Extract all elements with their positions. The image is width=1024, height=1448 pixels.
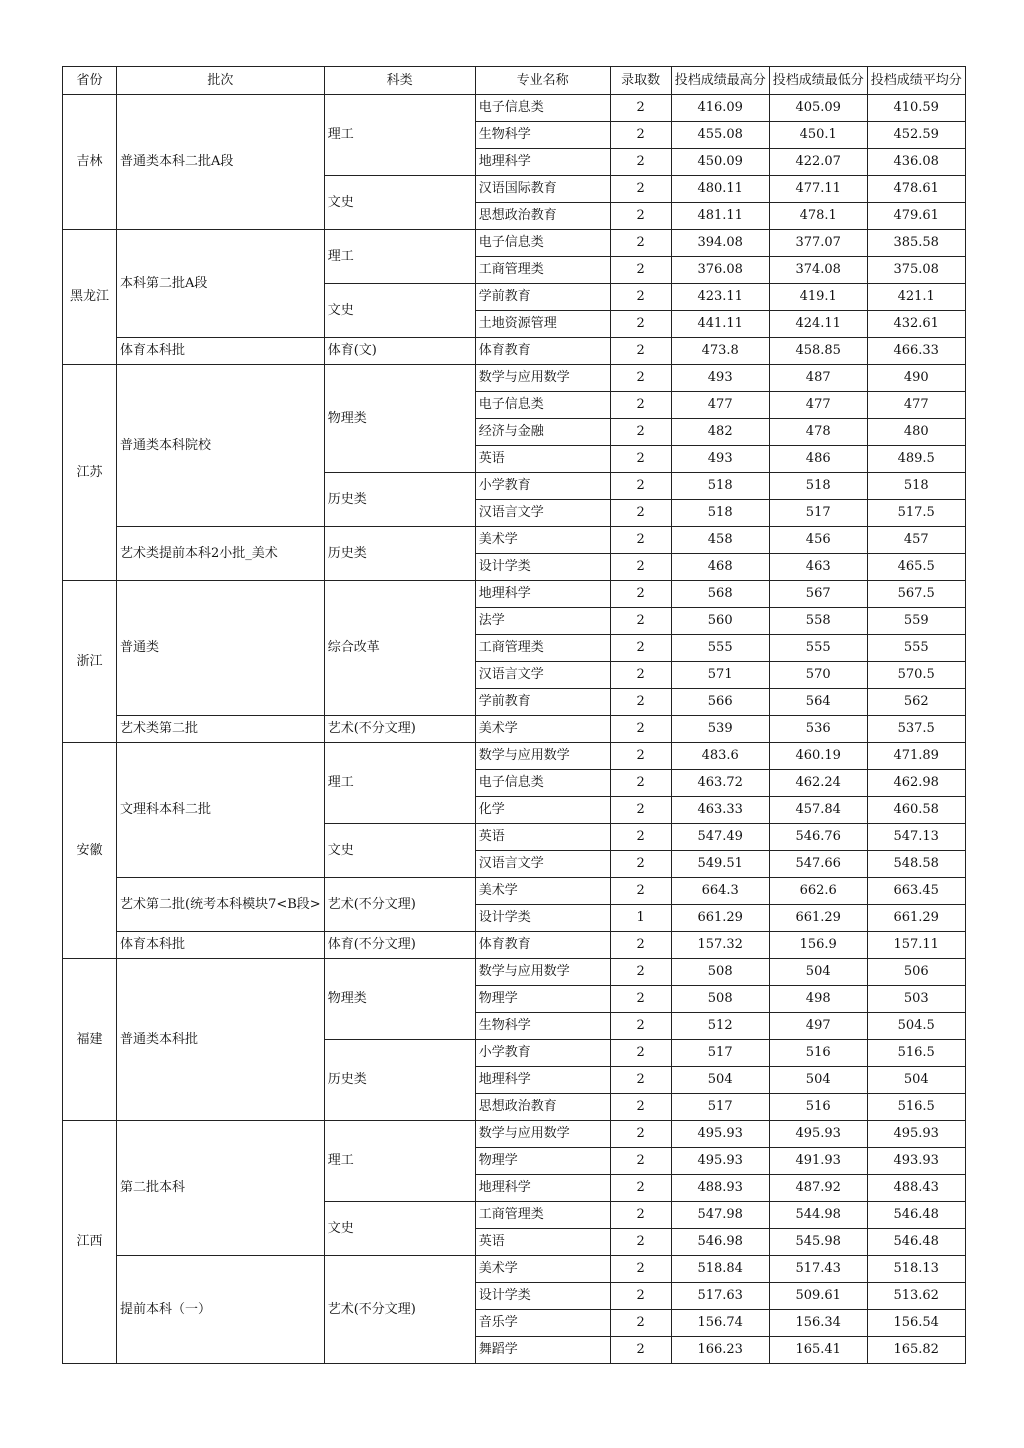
major-cell: 音乐学 xyxy=(475,1310,610,1337)
category-cell: 理工 xyxy=(324,230,475,284)
count-cell: 2 xyxy=(610,797,671,824)
count-cell: 2 xyxy=(610,1310,671,1337)
header-batch: 批次 xyxy=(117,67,325,95)
major-cell: 汉语言文学 xyxy=(475,662,610,689)
max-score-cell: 571 xyxy=(671,662,769,689)
min-score-cell: 516 xyxy=(769,1040,867,1067)
header-min-score: 投档成绩最低分 xyxy=(769,67,867,95)
avg-score-cell: 562 xyxy=(867,689,965,716)
min-score-cell: 422.07 xyxy=(769,149,867,176)
count-cell: 2 xyxy=(610,446,671,473)
category-cell: 文史 xyxy=(324,824,475,878)
max-score-cell: 376.08 xyxy=(671,257,769,284)
avg-score-cell: 478.61 xyxy=(867,176,965,203)
count-cell: 2 xyxy=(610,176,671,203)
avg-score-cell: 488.43 xyxy=(867,1175,965,1202)
count-cell: 2 xyxy=(610,473,671,500)
major-cell: 物理学 xyxy=(475,986,610,1013)
major-cell: 工商管理类 xyxy=(475,635,610,662)
min-score-cell: 567 xyxy=(769,581,867,608)
count-cell: 2 xyxy=(610,419,671,446)
max-score-cell: 560 xyxy=(671,608,769,635)
min-score-cell: 497 xyxy=(769,1013,867,1040)
max-score-cell: 468 xyxy=(671,554,769,581)
count-cell: 2 xyxy=(610,959,671,986)
count-cell: 2 xyxy=(610,365,671,392)
avg-score-cell: 503 xyxy=(867,986,965,1013)
category-cell: 艺术(不分文理) xyxy=(324,878,475,932)
batch-cell: 普通类本科批 xyxy=(117,959,325,1121)
count-cell: 2 xyxy=(610,338,671,365)
min-score-cell: 460.19 xyxy=(769,743,867,770)
min-score-cell: 456 xyxy=(769,527,867,554)
count-cell: 2 xyxy=(610,581,671,608)
header-province: 省份 xyxy=(63,67,117,95)
major-cell: 地理科学 xyxy=(475,1067,610,1094)
count-cell: 2 xyxy=(610,392,671,419)
avg-score-cell: 490 xyxy=(867,365,965,392)
min-score-cell: 156.9 xyxy=(769,932,867,959)
max-score-cell: 518 xyxy=(671,473,769,500)
count-cell: 2 xyxy=(610,662,671,689)
avg-score-cell: 663.45 xyxy=(867,878,965,905)
count-cell: 2 xyxy=(610,149,671,176)
table-row xyxy=(63,95,966,122)
min-score-cell: 458.85 xyxy=(769,338,867,365)
avg-score-cell: 513.62 xyxy=(867,1283,965,1310)
max-score-cell: 450.09 xyxy=(671,149,769,176)
max-score-cell: 518 xyxy=(671,500,769,527)
major-cell: 设计学类 xyxy=(475,554,610,581)
count-cell: 2 xyxy=(610,1229,671,1256)
count-cell: 2 xyxy=(610,554,671,581)
major-cell: 化学 xyxy=(475,797,610,824)
avg-score-cell: 504.5 xyxy=(867,1013,965,1040)
min-score-cell: 487.92 xyxy=(769,1175,867,1202)
min-score-cell: 478 xyxy=(769,419,867,446)
batch-cell: 普通类本科院校 xyxy=(117,365,325,527)
major-cell: 小学教育 xyxy=(475,473,610,500)
min-score-cell: 486 xyxy=(769,446,867,473)
max-score-cell: 455.08 xyxy=(671,122,769,149)
count-cell: 2 xyxy=(610,284,671,311)
major-cell: 数学与应用数学 xyxy=(475,959,610,986)
count-cell: 2 xyxy=(610,824,671,851)
max-score-cell: 661.29 xyxy=(671,905,769,932)
avg-score-cell: 548.58 xyxy=(867,851,965,878)
count-cell: 2 xyxy=(610,743,671,770)
major-cell: 生物科学 xyxy=(475,122,610,149)
avg-score-cell: 518.13 xyxy=(867,1256,965,1283)
max-score-cell: 423.11 xyxy=(671,284,769,311)
major-cell: 美术学 xyxy=(475,878,610,905)
table-row xyxy=(63,932,966,959)
max-score-cell: 488.93 xyxy=(671,1175,769,1202)
min-score-cell: 462.24 xyxy=(769,770,867,797)
count-cell: 2 xyxy=(610,1121,671,1148)
min-score-cell: 450.1 xyxy=(769,122,867,149)
major-cell: 汉语言文学 xyxy=(475,851,610,878)
table-row xyxy=(63,338,966,365)
major-cell: 体育教育 xyxy=(475,932,610,959)
min-score-cell: 661.29 xyxy=(769,905,867,932)
avg-score-cell: 559 xyxy=(867,608,965,635)
province-cell: 浙江 xyxy=(63,581,117,743)
count-cell: 2 xyxy=(610,1283,671,1310)
major-cell: 学前教育 xyxy=(475,284,610,311)
count-cell: 2 xyxy=(610,257,671,284)
avg-score-cell: 477 xyxy=(867,392,965,419)
category-cell: 艺术(不分文理) xyxy=(324,1256,475,1364)
major-cell: 美术学 xyxy=(475,716,610,743)
major-cell: 电子信息类 xyxy=(475,392,610,419)
batch-cell: 艺术第二批(统考本科模块7<B段> xyxy=(117,878,325,932)
major-cell: 英语 xyxy=(475,824,610,851)
max-score-cell: 482 xyxy=(671,419,769,446)
max-score-cell: 477 xyxy=(671,392,769,419)
batch-cell: 体育本科批 xyxy=(117,338,325,365)
min-score-cell: 518 xyxy=(769,473,867,500)
count-cell: 2 xyxy=(610,608,671,635)
max-score-cell: 568 xyxy=(671,581,769,608)
avg-score-cell: 466.33 xyxy=(867,338,965,365)
province-cell: 江西 xyxy=(63,1121,117,1364)
max-score-cell: 394.08 xyxy=(671,230,769,257)
major-cell: 思想政治教育 xyxy=(475,1094,610,1121)
category-cell: 体育(文) xyxy=(324,338,475,365)
min-score-cell: 555 xyxy=(769,635,867,662)
header-max-score: 投档成绩最高分 xyxy=(671,67,769,95)
count-cell: 2 xyxy=(610,1094,671,1121)
category-cell: 体育(不分文理) xyxy=(324,932,475,959)
category-cell: 理工 xyxy=(324,1121,475,1202)
avg-score-cell: 555 xyxy=(867,635,965,662)
avg-score-cell: 506 xyxy=(867,959,965,986)
category-cell: 理工 xyxy=(324,95,475,176)
max-score-cell: 517.63 xyxy=(671,1283,769,1310)
batch-cell: 第二批本科 xyxy=(117,1121,325,1256)
avg-score-cell: 537.5 xyxy=(867,716,965,743)
min-score-cell: 478.1 xyxy=(769,203,867,230)
min-score-cell: 547.66 xyxy=(769,851,867,878)
table-row xyxy=(63,1121,966,1148)
avg-score-cell: 156.54 xyxy=(867,1310,965,1337)
count-cell: 2 xyxy=(610,203,671,230)
min-score-cell: 156.34 xyxy=(769,1310,867,1337)
max-score-cell: 664.3 xyxy=(671,878,769,905)
min-score-cell: 504 xyxy=(769,1067,867,1094)
category-cell: 理工 xyxy=(324,743,475,824)
category-cell: 历史类 xyxy=(324,473,475,527)
avg-score-cell: 570.5 xyxy=(867,662,965,689)
table-row xyxy=(63,878,966,905)
major-cell: 美术学 xyxy=(475,1256,610,1283)
batch-cell: 艺术类第二批 xyxy=(117,716,325,743)
major-cell: 电子信息类 xyxy=(475,770,610,797)
max-score-cell: 504 xyxy=(671,1067,769,1094)
max-score-cell: 481.11 xyxy=(671,203,769,230)
avg-score-cell: 495.93 xyxy=(867,1121,965,1148)
min-score-cell: 374.08 xyxy=(769,257,867,284)
avg-score-cell: 457 xyxy=(867,527,965,554)
min-score-cell: 457.84 xyxy=(769,797,867,824)
max-score-cell: 566 xyxy=(671,689,769,716)
major-cell: 汉语国际教育 xyxy=(475,176,610,203)
major-cell: 经济与金融 xyxy=(475,419,610,446)
max-score-cell: 546.98 xyxy=(671,1229,769,1256)
avg-score-cell: 432.61 xyxy=(867,311,965,338)
category-cell: 物理类 xyxy=(324,365,475,473)
major-cell: 思想政治教育 xyxy=(475,203,610,230)
avg-score-cell: 410.59 xyxy=(867,95,965,122)
max-score-cell: 416.09 xyxy=(671,95,769,122)
count-cell: 2 xyxy=(610,1202,671,1229)
avg-score-cell: 452.59 xyxy=(867,122,965,149)
major-cell: 学前教育 xyxy=(475,689,610,716)
max-score-cell: 493 xyxy=(671,446,769,473)
count-cell: 2 xyxy=(610,851,671,878)
max-score-cell: 480.11 xyxy=(671,176,769,203)
avg-score-cell: 165.82 xyxy=(867,1337,965,1364)
major-cell: 数学与应用数学 xyxy=(475,1121,610,1148)
major-cell: 英语 xyxy=(475,446,610,473)
major-cell: 电子信息类 xyxy=(475,95,610,122)
header-row xyxy=(63,67,966,95)
max-score-cell: 156.74 xyxy=(671,1310,769,1337)
batch-cell: 提前本科（一） xyxy=(117,1256,325,1364)
avg-score-cell: 567.5 xyxy=(867,581,965,608)
min-score-cell: 498 xyxy=(769,986,867,1013)
table-row xyxy=(63,581,966,608)
max-score-cell: 517 xyxy=(671,1094,769,1121)
max-score-cell: 512 xyxy=(671,1013,769,1040)
count-cell: 2 xyxy=(610,986,671,1013)
major-cell: 英语 xyxy=(475,1229,610,1256)
avg-score-cell: 661.29 xyxy=(867,905,965,932)
max-score-cell: 549.51 xyxy=(671,851,769,878)
province-cell: 安徽 xyxy=(63,743,117,959)
avg-score-cell: 480 xyxy=(867,419,965,446)
max-score-cell: 555 xyxy=(671,635,769,662)
table-row xyxy=(63,959,966,986)
avg-score-cell: 421.1 xyxy=(867,284,965,311)
max-score-cell: 517 xyxy=(671,1040,769,1067)
major-cell: 电子信息类 xyxy=(475,230,610,257)
count-cell: 2 xyxy=(610,1040,671,1067)
avg-score-cell: 546.48 xyxy=(867,1202,965,1229)
count-cell: 2 xyxy=(610,1067,671,1094)
major-cell: 工商管理类 xyxy=(475,257,610,284)
min-score-cell: 419.1 xyxy=(769,284,867,311)
major-cell: 数学与应用数学 xyxy=(475,743,610,770)
major-cell: 数学与应用数学 xyxy=(475,365,610,392)
avg-score-cell: 504 xyxy=(867,1067,965,1094)
max-score-cell: 508 xyxy=(671,986,769,1013)
avg-score-cell: 489.5 xyxy=(867,446,965,473)
category-cell: 文史 xyxy=(324,176,475,230)
count-cell: 2 xyxy=(610,230,671,257)
min-score-cell: 545.98 xyxy=(769,1229,867,1256)
max-score-cell: 473.8 xyxy=(671,338,769,365)
table-row xyxy=(63,1256,966,1283)
table-row xyxy=(63,716,966,743)
province-cell: 福建 xyxy=(63,959,117,1121)
avg-score-cell: 471.89 xyxy=(867,743,965,770)
min-score-cell: 495.93 xyxy=(769,1121,867,1148)
max-score-cell: 157.32 xyxy=(671,932,769,959)
major-cell: 物理学 xyxy=(475,1148,610,1175)
count-cell: 2 xyxy=(610,1256,671,1283)
min-score-cell: 662.6 xyxy=(769,878,867,905)
avg-score-cell: 516.5 xyxy=(867,1094,965,1121)
major-cell: 舞蹈学 xyxy=(475,1337,610,1364)
major-cell: 法学 xyxy=(475,608,610,635)
batch-cell: 普通类本科二批A段 xyxy=(117,95,325,230)
province-cell: 黑龙江 xyxy=(63,230,117,365)
avg-score-cell: 465.5 xyxy=(867,554,965,581)
major-cell: 汉语言文学 xyxy=(475,500,610,527)
avg-score-cell: 375.08 xyxy=(867,257,965,284)
max-score-cell: 539 xyxy=(671,716,769,743)
max-score-cell: 463.33 xyxy=(671,797,769,824)
batch-cell: 普通类 xyxy=(117,581,325,716)
major-cell: 设计学类 xyxy=(475,905,610,932)
category-cell: 文史 xyxy=(324,1202,475,1256)
count-cell: 2 xyxy=(610,635,671,662)
count-cell: 2 xyxy=(610,716,671,743)
category-cell: 综合改革 xyxy=(324,581,475,716)
admission-score-table xyxy=(62,66,966,1364)
count-cell: 2 xyxy=(610,1013,671,1040)
max-score-cell: 166.23 xyxy=(671,1337,769,1364)
batch-cell: 体育本科批 xyxy=(117,932,325,959)
table-row xyxy=(63,365,966,392)
min-score-cell: 477 xyxy=(769,392,867,419)
avg-score-cell: 157.11 xyxy=(867,932,965,959)
avg-score-cell: 479.61 xyxy=(867,203,965,230)
min-score-cell: 509.61 xyxy=(769,1283,867,1310)
max-score-cell: 495.93 xyxy=(671,1121,769,1148)
count-cell: 2 xyxy=(610,932,671,959)
avg-score-cell: 462.98 xyxy=(867,770,965,797)
avg-score-cell: 516.5 xyxy=(867,1040,965,1067)
min-score-cell: 546.76 xyxy=(769,824,867,851)
major-cell: 体育教育 xyxy=(475,338,610,365)
major-cell: 地理科学 xyxy=(475,1175,610,1202)
min-score-cell: 504 xyxy=(769,959,867,986)
major-cell: 地理科学 xyxy=(475,581,610,608)
avg-score-cell: 518 xyxy=(867,473,965,500)
avg-score-cell: 385.58 xyxy=(867,230,965,257)
batch-cell: 本科第二批A段 xyxy=(117,230,325,338)
max-score-cell: 508 xyxy=(671,959,769,986)
major-cell: 生物科学 xyxy=(475,1013,610,1040)
category-cell: 文史 xyxy=(324,284,475,338)
province-cell: 吉林 xyxy=(63,95,117,230)
max-score-cell: 483.6 xyxy=(671,743,769,770)
min-score-cell: 516 xyxy=(769,1094,867,1121)
count-cell: 2 xyxy=(610,311,671,338)
avg-score-cell: 547.13 xyxy=(867,824,965,851)
count-cell: 2 xyxy=(610,770,671,797)
header-avg-score: 投档成绩平均分 xyxy=(867,67,965,95)
batch-cell: 文理科本科二批 xyxy=(117,743,325,878)
max-score-cell: 547.98 xyxy=(671,1202,769,1229)
header-category: 科类 xyxy=(324,67,475,95)
major-cell: 小学教育 xyxy=(475,1040,610,1067)
count-cell: 2 xyxy=(610,689,671,716)
count-cell: 2 xyxy=(610,1148,671,1175)
major-cell: 工商管理类 xyxy=(475,1202,610,1229)
min-score-cell: 558 xyxy=(769,608,867,635)
max-score-cell: 493 xyxy=(671,365,769,392)
min-score-cell: 424.11 xyxy=(769,311,867,338)
table-row xyxy=(63,527,966,554)
major-cell: 土地资源管理 xyxy=(475,311,610,338)
count-cell: 2 xyxy=(610,527,671,554)
header-major: 专业名称 xyxy=(475,67,610,95)
count-cell: 1 xyxy=(610,905,671,932)
min-score-cell: 544.98 xyxy=(769,1202,867,1229)
min-score-cell: 536 xyxy=(769,716,867,743)
min-score-cell: 570 xyxy=(769,662,867,689)
major-cell: 设计学类 xyxy=(475,1283,610,1310)
min-score-cell: 463 xyxy=(769,554,867,581)
table-body xyxy=(63,95,966,1364)
count-cell: 2 xyxy=(610,1337,671,1364)
category-cell: 物理类 xyxy=(324,959,475,1040)
major-cell: 美术学 xyxy=(475,527,610,554)
min-score-cell: 517 xyxy=(769,500,867,527)
count-cell: 2 xyxy=(610,500,671,527)
avg-score-cell: 517.5 xyxy=(867,500,965,527)
batch-cell: 艺术类提前本科2小批_美术 xyxy=(117,527,325,581)
min-score-cell: 377.07 xyxy=(769,230,867,257)
max-score-cell: 441.11 xyxy=(671,311,769,338)
header-count: 录取数 xyxy=(610,67,671,95)
category-cell: 历史类 xyxy=(324,1040,475,1121)
avg-score-cell: 436.08 xyxy=(867,149,965,176)
category-cell: 艺术(不分文理) xyxy=(324,716,475,743)
min-score-cell: 477.11 xyxy=(769,176,867,203)
count-cell: 2 xyxy=(610,878,671,905)
min-score-cell: 405.09 xyxy=(769,95,867,122)
avg-score-cell: 546.48 xyxy=(867,1229,965,1256)
table-row xyxy=(63,743,966,770)
avg-score-cell: 493.93 xyxy=(867,1148,965,1175)
avg-score-cell: 460.58 xyxy=(867,797,965,824)
province-cell: 江苏 xyxy=(63,365,117,581)
table-row xyxy=(63,230,966,257)
count-cell: 2 xyxy=(610,95,671,122)
max-score-cell: 495.93 xyxy=(671,1148,769,1175)
min-score-cell: 517.43 xyxy=(769,1256,867,1283)
min-score-cell: 564 xyxy=(769,689,867,716)
max-score-cell: 518.84 xyxy=(671,1256,769,1283)
max-score-cell: 463.72 xyxy=(671,770,769,797)
count-cell: 2 xyxy=(610,1175,671,1202)
category-cell: 历史类 xyxy=(324,527,475,581)
min-score-cell: 491.93 xyxy=(769,1148,867,1175)
max-score-cell: 547.49 xyxy=(671,824,769,851)
major-cell: 地理科学 xyxy=(475,149,610,176)
min-score-cell: 165.41 xyxy=(769,1337,867,1364)
min-score-cell: 487 xyxy=(769,365,867,392)
max-score-cell: 458 xyxy=(671,527,769,554)
count-cell: 2 xyxy=(610,122,671,149)
